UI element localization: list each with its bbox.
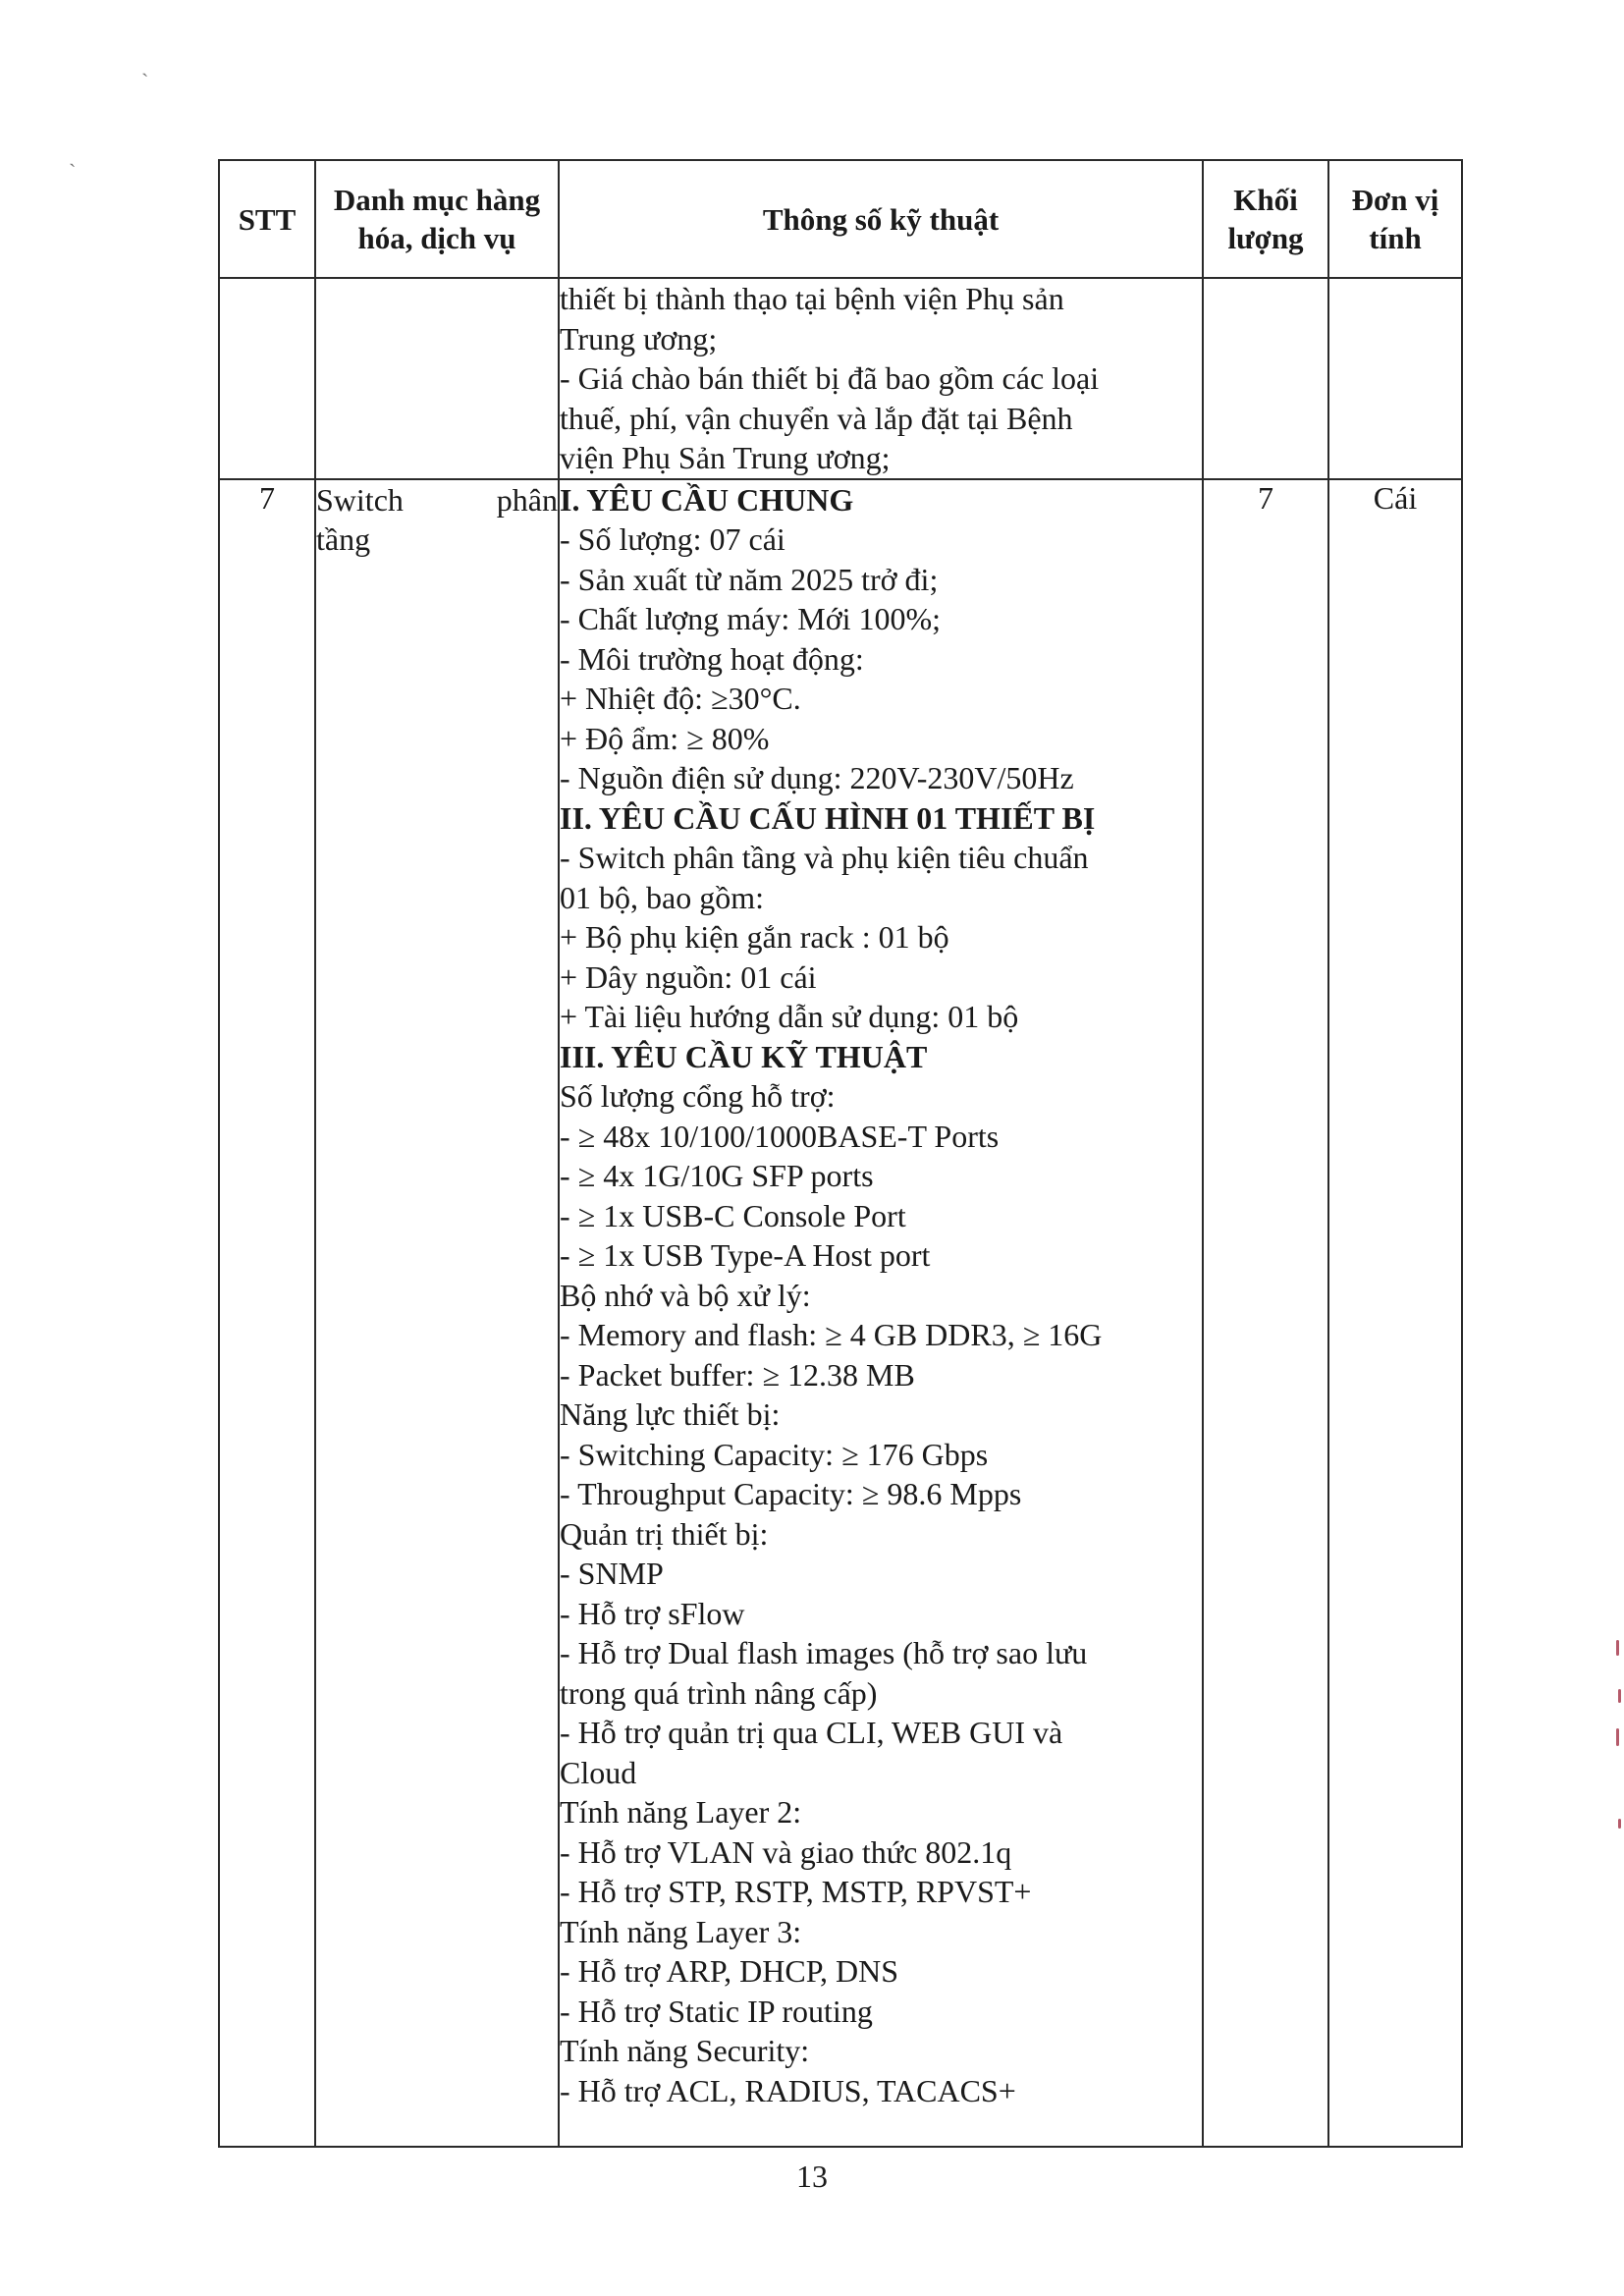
item-name-part-1: Switch [316, 481, 404, 518]
spec-line: Tính năng Layer 3: [560, 1913, 802, 1949]
spec-line: - Hỗ trợ VLAN và giao thức 802.1q [560, 1833, 1012, 1870]
spec-line: - Switching Capacity: ≥ 176 Gbps [560, 1436, 989, 1472]
red-stamp-edge [1618, 1689, 1621, 1703]
cell-unit: Cái [1328, 479, 1462, 2147]
spec-line: viện Phụ Sản Trung ương; [560, 440, 891, 475]
header-quantity: Khối lượng [1203, 160, 1328, 278]
spec-line: - Hỗ trợ sFlow [560, 1595, 745, 1631]
spec-line: - Hỗ trợ quản trị qua CLI, WEB GUI và [560, 1715, 1063, 1750]
spec-line: thiết bị thành thạo tại bệnh viện Phụ sản [560, 281, 1064, 316]
cell-spec-continued [559, 278, 1203, 479]
spec-line: - Memory and flash: ≥ 4 GB DDR3, ≥ 16G [560, 1317, 1103, 1352]
spec-line: - Chất lượng máy: Mới 100%; [560, 601, 942, 636]
spec-line: + Bộ phụ kiện gắn rack : 01 bộ [560, 919, 949, 955]
spec-line: - Sản xuất từ năm 2025 trở đi; [560, 561, 939, 597]
scan-artifact: ˎ [69, 142, 77, 167]
spec-line: - ≥ 1x USB Type-A Host port [560, 1237, 931, 1273]
scan-artifact: ˋ [141, 69, 149, 93]
header-category: Danh mục hàng hóa, dịch vụ [315, 160, 559, 278]
item-name-part-2: phân [496, 481, 558, 518]
spec-line: - ≥ 48x 10/100/1000BASE-T Ports [560, 1118, 1000, 1154]
red-stamp-edge [1616, 1640, 1619, 1656]
spec-line: Bộ nhớ và bộ xử lý: [560, 1277, 811, 1313]
spec-line: + Dây nguồn: 01 cái [560, 958, 817, 995]
spec-line: - Packet buffer: ≥ 12.38 MB [560, 1356, 915, 1393]
spec-line: - Môi trường hoạt động: [560, 640, 864, 677]
spec-line: - Throughput Capacity: ≥ 98.6 Mpps [560, 1476, 1022, 1511]
spec-line: Tính năng Security: [560, 2033, 810, 2068]
spec-line: - Hỗ trợ Static IP routing [560, 1993, 873, 2029]
cell-quantity-empty [1203, 278, 1328, 479]
spec-line: - Hỗ trợ ACL, RADIUS, TACACS+ [560, 2072, 1016, 2108]
table-header-row [219, 160, 1462, 278]
cell-item-name [315, 479, 559, 2147]
red-stamp-edge [1618, 1819, 1621, 1829]
item-name-line-2: tầng [316, 520, 371, 557]
spec-line: - Hỗ trợ STP, RSTP, MSTP, RPVST+ [560, 1874, 1032, 1909]
cell-category-empty [315, 278, 559, 479]
cell-stt: 7 [219, 479, 315, 2147]
header-unit: Đơn vị tính [1328, 160, 1462, 278]
header-stt: STT [219, 160, 315, 278]
cell-quantity: 7 [1203, 479, 1328, 2147]
spec-line: - Nguồn điện sử dụng: 220V-230V/50Hz [560, 760, 1074, 795]
cell-unit-empty [1328, 278, 1462, 479]
spec-lines-continued [560, 279, 1202, 478]
spec-lines-item-7 [560, 480, 1202, 2111]
spec-line: - Số lượng: 07 cái [560, 521, 785, 557]
spec-line: 01 bộ, bao gồm: [560, 879, 764, 915]
spec-section-heading: III. YÊU CẦU KỸ THUẬT [560, 1038, 928, 1074]
header-spec: Thông số kỹ thuật [559, 160, 1203, 278]
spec-line: Năng lực thiết bị: [560, 1396, 781, 1432]
page-number: 13 [796, 2159, 828, 2194]
spec-line: + Độ ẩm: ≥ 80% [560, 720, 770, 756]
spec-line: Quản trị thiết bị: [560, 1515, 769, 1552]
spec-line: Tính năng Layer 2: [560, 1794, 802, 1830]
cell-spec-item-7 [559, 479, 1203, 2147]
spec-line: + Nhiệt độ: ≥30°C. [560, 681, 801, 716]
spec-line: Trung ương; [560, 320, 718, 356]
spec-line: - ≥ 4x 1G/10G SFP ports [560, 1158, 874, 1193]
spec-line: - Hỗ trợ ARP, DHCP, DNS [560, 1953, 898, 1989]
spec-line: trong quá trình nâng cấp) [560, 1674, 878, 1711]
red-stamp-edge [1616, 1728, 1619, 1746]
table-row-continued [219, 278, 1462, 479]
spec-line: - Hỗ trợ Dual flash images (hỗ trợ sao lưu [560, 1635, 1088, 1670]
spec-section-heading: II. YÊU CẦU CẤU HÌNH 01 THIẾT BỊ [560, 799, 1096, 836]
spec-line: - ≥ 1x USB-C Console Port [560, 1197, 906, 1233]
spec-section-heading: I. YÊU CẦU CHUNG [560, 481, 854, 518]
spec-line: - SNMP [560, 1556, 664, 1591]
spec-line: + Tài liệu hướng dẫn sử dụng: 01 bộ [560, 999, 1019, 1034]
spec-line: Số lượng cổng hỗ trợ: [560, 1078, 836, 1114]
spec-line: thuế, phí, vận chuyển và lắp đặt tại Bệnh [560, 400, 1073, 436]
cell-stt-empty [219, 278, 315, 479]
table-row-item-7 [219, 479, 1462, 2147]
spec-line: Cloud [560, 1754, 637, 1790]
item-name-line-1 [316, 480, 558, 519]
spec-line: - Switch phân tầng và phụ kiện tiêu chuẩn [560, 840, 1089, 875]
spec-line: - Giá chào bán thiết bị đã bao gồm các loại [560, 360, 1100, 396]
specification-table [218, 159, 1463, 2148]
